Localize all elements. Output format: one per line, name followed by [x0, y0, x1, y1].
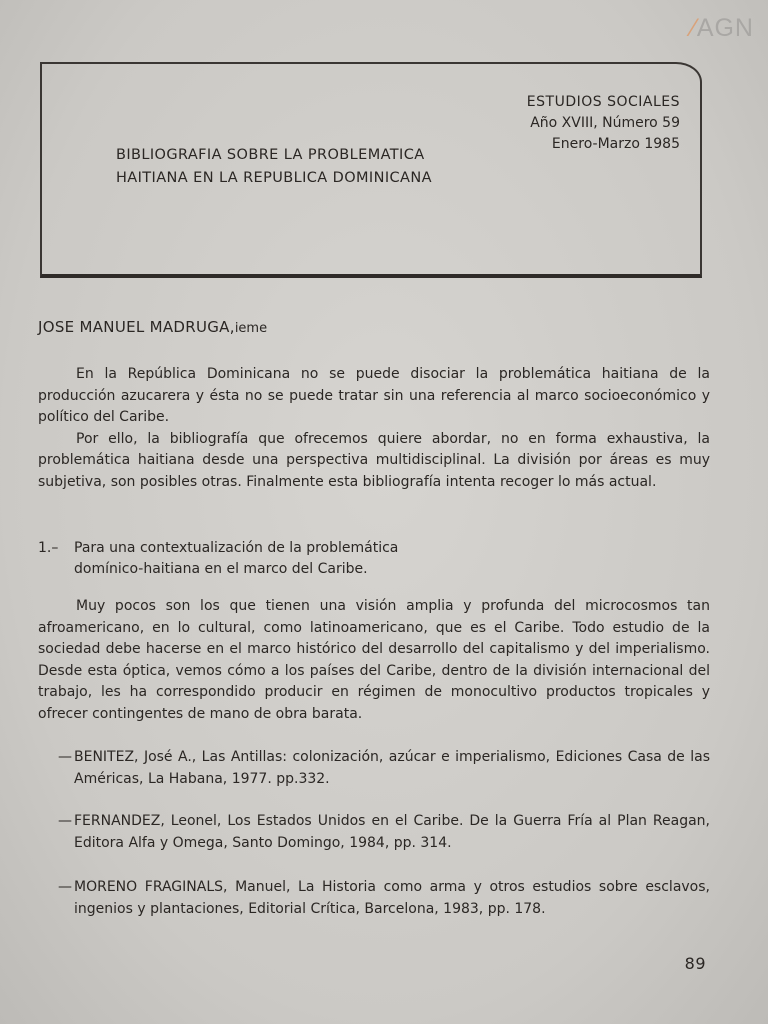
entry-text: MORENO FRAGINALS, Manuel, La Historia como arma y otros estudios sobre esclavos, ingenios y plantaciones, Editorial Crítica, Barcelona, 1983, pp. 178. — [74, 879, 710, 917]
section-heading-line2: domínico-haitiana en el marco del Caribe. — [74, 561, 368, 577]
section-paragraph: Muy pocos son los que tienen una visión amplia y profunda del microcosmos tan afroamericano, en lo cultural, como latinoamericano, que es el Caribe. Todo estudio de la sociedad debe hacerse en el marco histórico del desarrollo del capitalismo y del imperialismo. Desde esta óptica, vemos cómo a los países del Caribe, dentro de la división internacional del trabajo, les ha correspondido producir en régimen de monocultivo productos tropicales y ofrecer contingentes de mano de obra barata. — [38, 598, 710, 722]
author-suffix: ieme — [234, 321, 268, 336]
watermark-text: AGN — [696, 14, 754, 42]
entry-dash: — — [58, 749, 72, 765]
author-name: JOSE MANUEL MADRUGA, — [38, 318, 235, 336]
entry-dash: — — [58, 879, 72, 895]
bibliography-entry — [38, 810, 710, 854]
journal-name: ESTUDIOS SOCIALES — [526, 94, 680, 110]
section-number: 1.– — [38, 540, 59, 556]
bibliography-entry — [38, 746, 710, 790]
entry-dash: — — [58, 813, 72, 829]
intro-paragraph-1: En la República Dominicana no se puede disociar la problemática haitiana de la producción azucarera y ésta no se puede tratar sin una referencia al marco socioeconómico y político del Caribe. — [38, 366, 710, 425]
bibliography-entry — [38, 876, 710, 920]
section-heading-line1: Para una contextualización de la problemática — [74, 540, 399, 556]
article-title-line1: BIBLIOGRAFIA SOBRE LA PROBLEMATICA — [116, 147, 425, 163]
journal-info — [527, 92, 680, 155]
section-heading — [38, 538, 398, 580]
intro-text — [38, 364, 710, 493]
agn-watermark-logo — [692, 14, 754, 43]
intro-paragraph-2: Por ello, la bibliografía que ofrecemos quiere abordar, no en forma exhaustiva, la problemática haitiana desde una perspectiva multidisciplinal. La división por áreas es muy subjetiva, son posibles otras. Finalmente esta bibliografía intenta recoger lo más actual. — [38, 430, 710, 490]
author-line — [38, 318, 267, 336]
page-number: 89 — [684, 954, 706, 973]
watermark-accent-mark: ⁄ — [691, 14, 697, 42]
journal-date: Enero-Marzo 1985 — [551, 136, 680, 152]
article-title — [116, 144, 432, 190]
article-title-line2: HAITIANA EN LA REPUBLICA DOMINICANA — [116, 170, 432, 186]
journal-issue: Año XVIII, Número 59 — [530, 115, 680, 131]
entry-text: BENITEZ, José A., Las Antillas: colonización, azúcar e imperialismo, Ediciones Casa de las Américas, La Habana, 1977. pp.332. — [74, 749, 710, 787]
section-text — [38, 596, 710, 725]
entry-text: FERNANDEZ, Leonel, Los Estados Unidos en el Caribe. De la Guerra Fría al Plan Reagan, Editora Alfa y Omega, Santo Domingo, 1984, pp. 314. — [74, 813, 710, 851]
